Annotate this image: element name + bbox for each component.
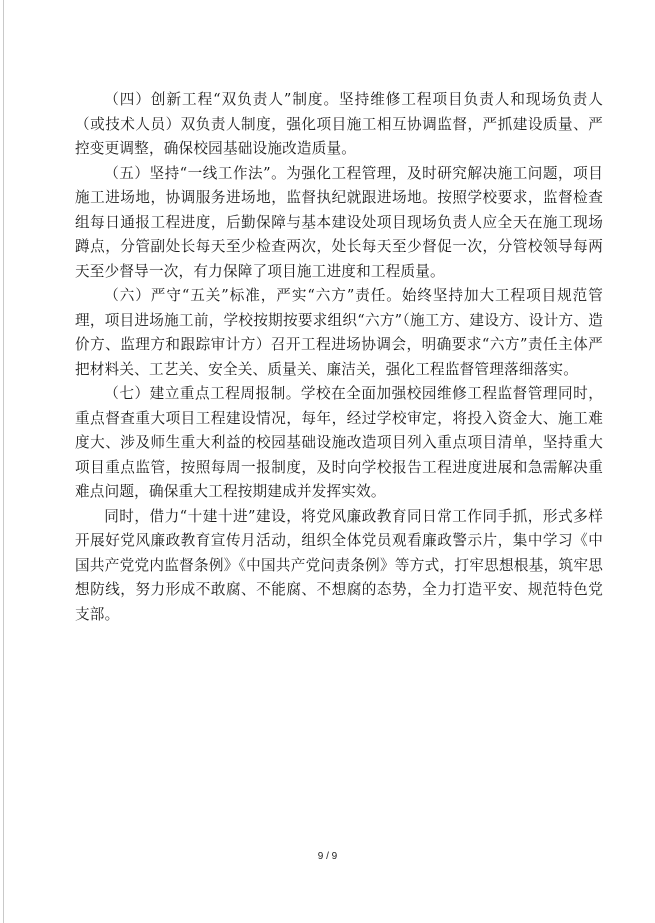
paragraph-party-integrity-education: 同时，借力“十建十进”建设，将党风廉政教育同日常工作同手抓，形式多样开展好党风廉政教育宣传月活动，组织全体党员观看廉政警示片，集中学习《中国共产党党内监督条例》《中国共产党问责条例》等方式，打牢思想根基，筑牢思想防线，努力形成不敢腐、不能腐、不想腐的态势，全力打造平安、规范特色党支部。 xyxy=(75,507,603,623)
paragraph-innovation-dual-leader: （四）创新工程“双负责人”制度。坚持维修工程项目负责人和现场负责人（或技术人员）双负责人制度，强化项目施工相互协调监督，严抓建设质量、严控变更调整，确保校园基础设施改造质量。 xyxy=(75,91,603,157)
page-edge-rule xyxy=(3,0,4,923)
paragraph-key-project-weekly-report: （七）建立重点工程周报制。学校在全面加强校园维修工程监督管理同时，重点督查重大项目工程建设情况，每年，经过学校审定，将投入资金大、施工难度大、涉及师生重大利益的校园基础设施改造项目列入重点项目清单，坚持重大项目重点监管，按照每周一报制度，及时向学校报告工程进度进展和急需解决重难点问题，确保重大工程按期建成并发挥实效。 xyxy=(75,385,603,500)
document-body xyxy=(75,88,603,627)
page-number: 9 / 9 xyxy=(317,851,338,862)
paragraph-frontline-work-method: （五）坚持“一线工作法”。为强化工程管理，及时研究解决施工问题，项目施工进场地，协调服务进场地，监督执纪就跟进场地。按照学校要求，监督检查组每日通报工程进度，后勤保障与基本建设处项目现场负责人应全天在施工现场蹲点，分管副处长每天至少检查两次，处长每天至少督促一次，分管校领导每两天至少督导一次，有力保障了项目施工进度和工程质量。 xyxy=(75,164,603,280)
paragraph-five-checks-six-parties: （六）严守“五关”标准，严实“六方”责任。始终坚持加大工程项目规范管理，项目进场施工前，学校按期按要求组织“六方”（施工方、建设方、设计方、造价方、监理方和跟踪审计方）召开工程进场协调会，明确要求“六方”责任主体严把材料关、工艺关、安全关、质量关、廉洁关，强化工程监督管理落细落实。 xyxy=(75,287,603,378)
